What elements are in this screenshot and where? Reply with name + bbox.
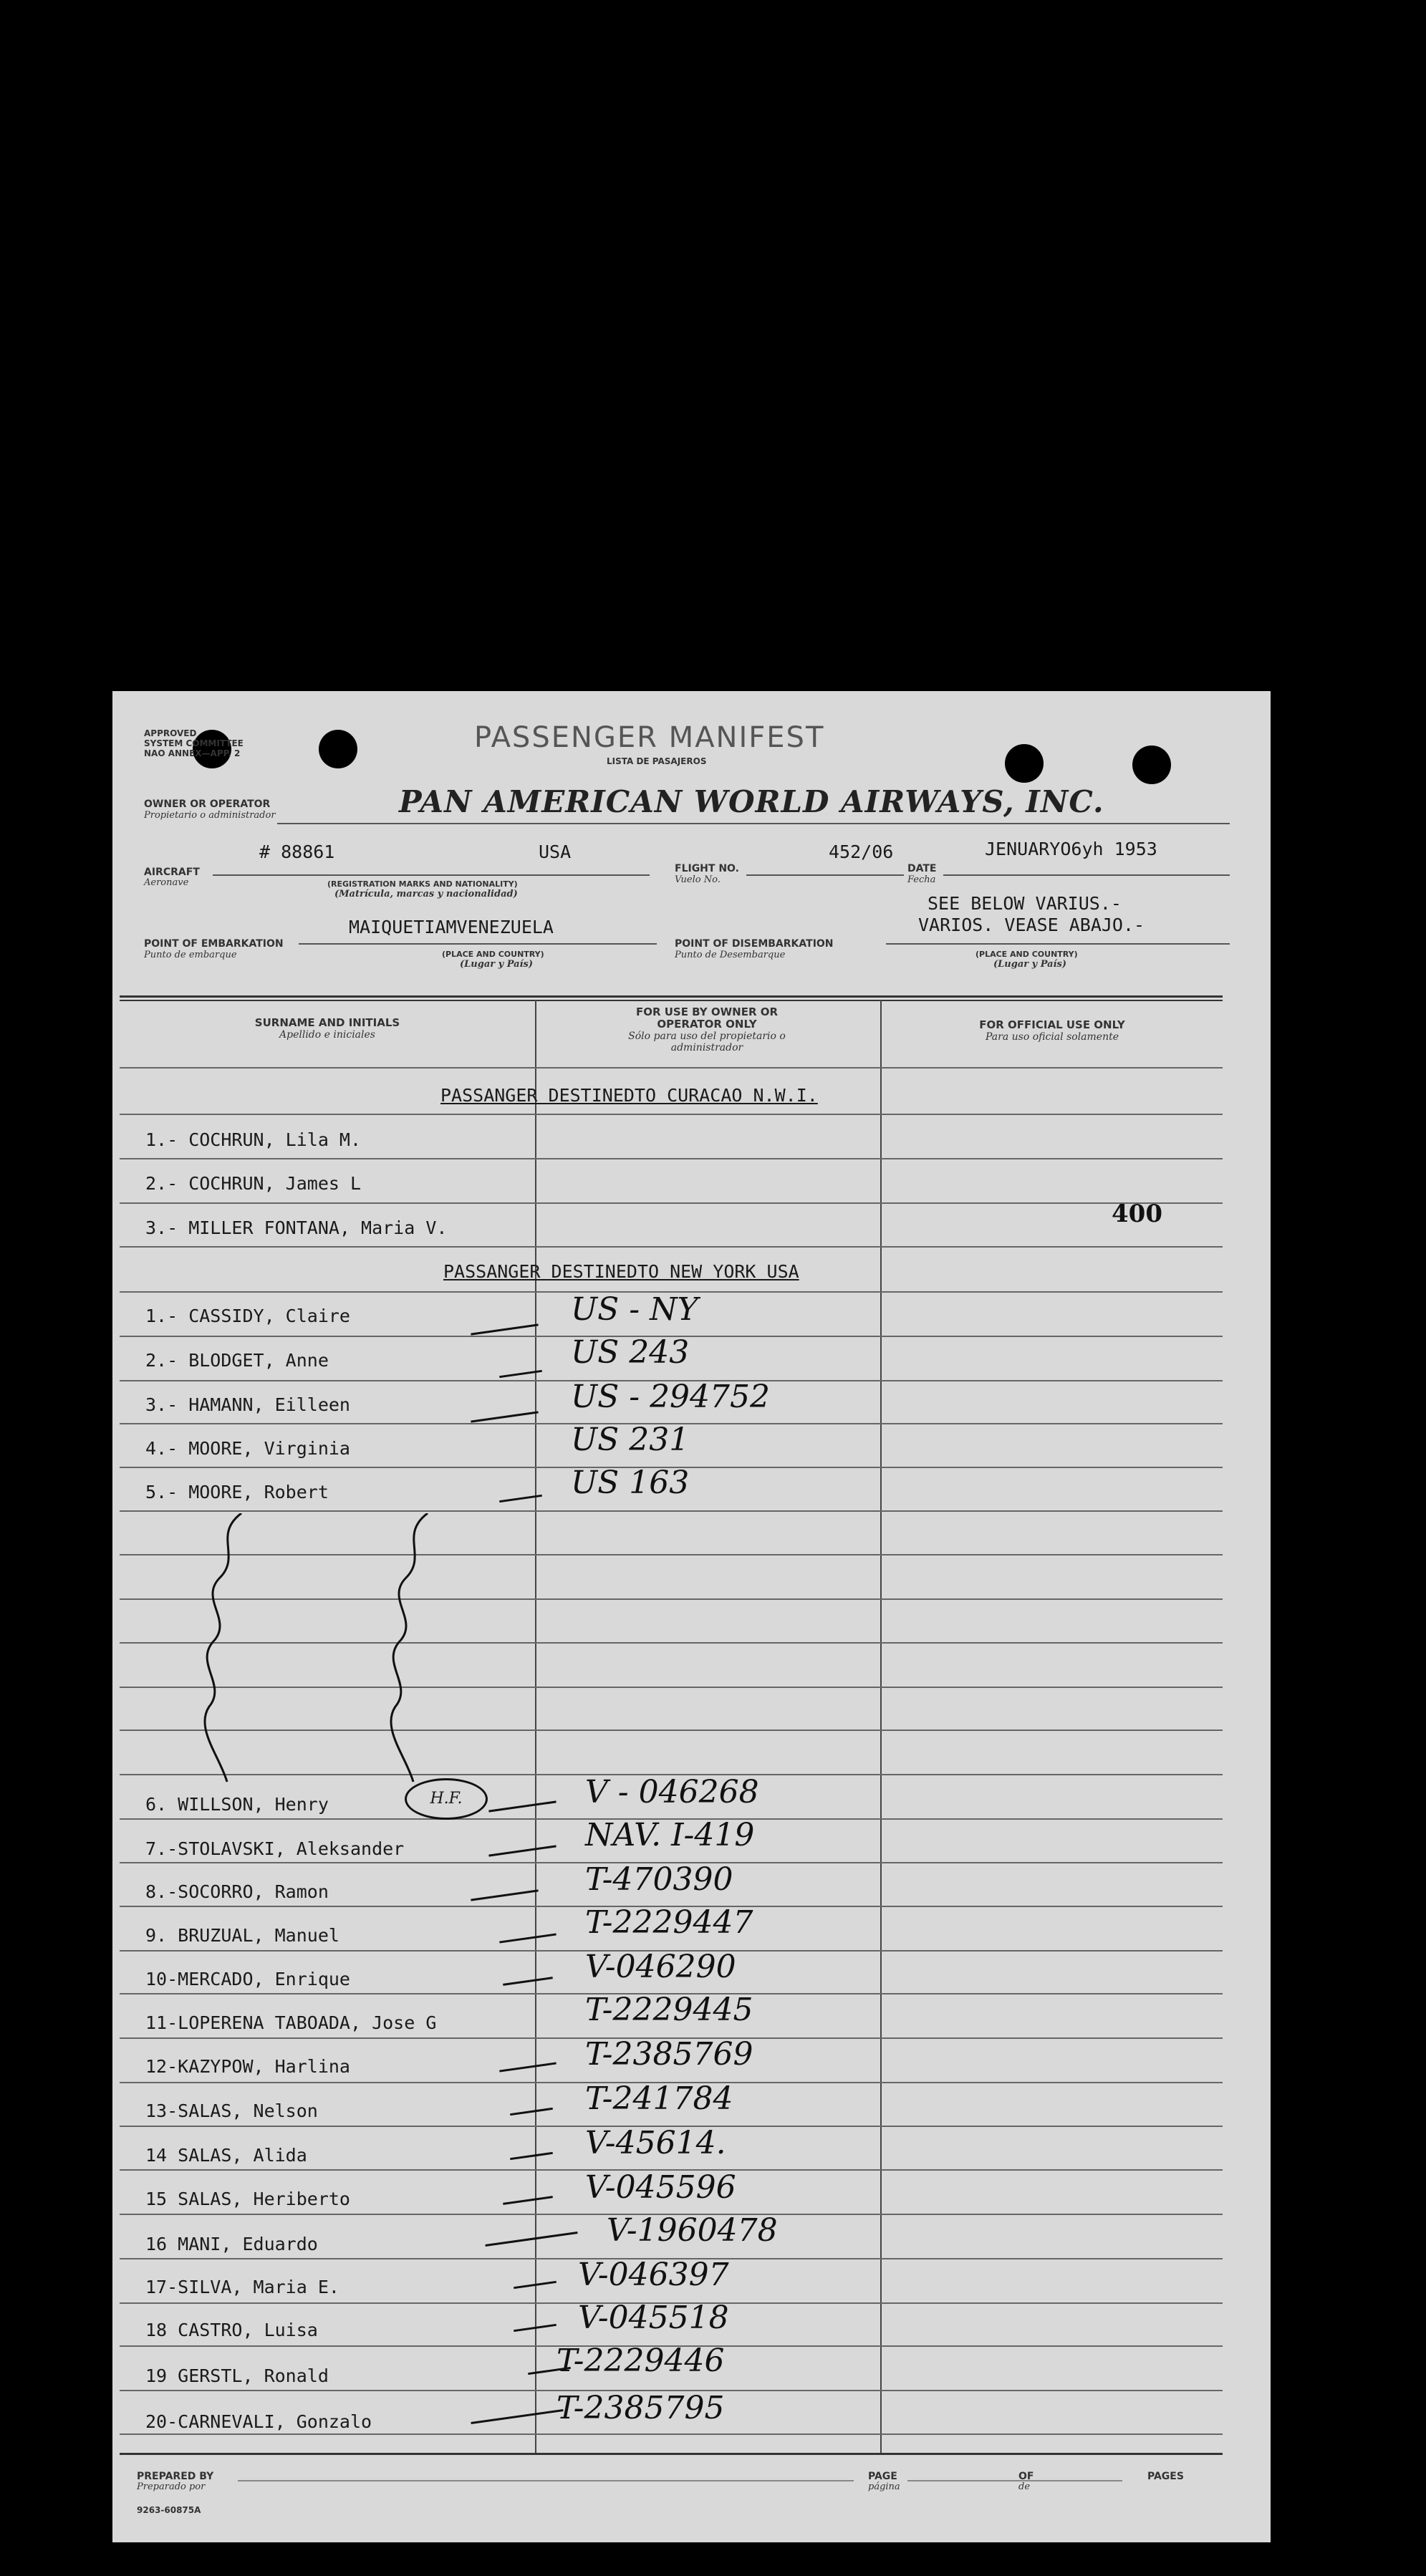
passenger-name: 5.- MOORE, Robert [145,1482,329,1502]
disembark-line-1: SEE BELOW VARIUS.- [928,893,1122,914]
flight-underline [746,874,904,876]
prepared-by-label: PREPARED BY [137,2471,214,2482]
passenger-visa: V - 046268 [585,1774,759,1810]
column-header-surname-label: SURNAME AND INITIALS [254,1016,400,1029]
handwritten-dash [503,2196,553,2205]
passenger-visa: V-045596 [585,2169,736,2206]
handwritten-dash [471,2409,563,2424]
of-label-es: de [1018,2481,1031,2492]
passenger-name: 7.-STOLAVSKI, Aleksander [145,1838,405,1859]
ruling-line [120,1510,1223,1512]
aircraft-label: AIRCRAFT [144,867,200,878]
passenger-name: 9. BRUZUAL, Manuel [145,1925,339,1946]
column-header-official-use-label: FOR OFFICIAL USE ONLY [979,1018,1125,1031]
handwritten-dash [499,1933,557,1943]
column-header-owner-use [607,1006,807,1053]
disembark-place-note: (PLACE AND COUNTRY) [975,950,1078,959]
handwritten-dash [503,1977,553,1986]
page-label: PAGE [868,2471,897,2482]
passenger-name: 14 SALAS, Alida [145,2145,307,2166]
cut-mark-left [198,1513,256,1785]
flight-label-es: Vuelo No. [675,874,721,885]
page-line [907,2480,1122,2481]
passenger-visa: T-2385795 [557,2390,725,2426]
flight-number: 452/06 [829,841,894,862]
embark-place-note: (PLACE AND COUNTRY) [442,950,544,959]
passenger-visa: T-470390 [585,1861,733,1898]
column-divider-1 [535,1000,536,2454]
page-label-es: página [868,2481,900,2492]
passenger-visa: T-2229445 [585,1992,753,2028]
disembark-underline [886,943,1230,945]
passenger-name: 1.- CASSIDY, Claire [145,1306,350,1326]
disembark-line-2: VARIOS. VEASE ABAJO.- [918,915,1145,935]
passenger-visa: US - 294752 [571,1379,771,1415]
handwritten-dash [510,2108,553,2116]
ruling-line [120,1598,1223,1600]
passenger-note: H.F. [405,1778,488,1820]
passenger-name: 3.- HAMANN, Eilleen [145,1394,350,1415]
passenger-visa: NAV. I-419 [585,1817,755,1853]
ruling-line [120,1114,1223,1115]
ruling-line [120,1158,1223,1159]
handwritten-dash [499,2062,557,2072]
flight-label: FLIGHT NO. [675,863,739,874]
passenger-name: 3.- MILLER FONTANA, Maria V. [145,1217,448,1238]
prepared-by-line [238,2480,854,2481]
column-header-official-use-es: Para uso oficial solamente [986,1031,1119,1043]
passenger-name: 2.- COCHRUN, James L [145,1173,362,1194]
owner-underline [277,823,1230,824]
passenger-visa: US 243 [571,1334,690,1371]
ruling-line [120,2433,1223,2435]
handwritten-dash [510,2152,553,2160]
date-underline [943,874,1230,876]
passenger-name: 20-CARNEVALI, Gonzalo [145,2411,372,2432]
passenger-name: 16 MANI, Eduardo [145,2234,318,2254]
aircraft-underline [213,874,650,876]
ruling-line [120,1687,1223,1688]
header-bottom-border [120,1067,1223,1068]
registration-note-es: (Matrícula, marcas y nacionalidad) [334,889,518,899]
column-header-owner-use-label: FOR USE BY OWNER OR OPERATOR ONLY [635,1005,779,1031]
approved-block [144,728,244,758]
passenger-visa: V-045518 [578,2300,729,2336]
pages-label: PAGES [1147,2471,1184,2482]
column-header-owner-use-es: Sólo para uso del propietario o administrador [628,1031,786,1053]
airline-name: PAN AMERICAN WORLD AIRWAYS, INC. [399,784,1104,819]
official-number: 400 [1112,1200,1162,1228]
cut-mark-right [385,1513,442,1785]
registration-note: (REGISTRATION MARKS AND NATIONALITY) [327,879,518,889]
punch-hole [319,730,357,768]
disembark-label-es: Punto de Desembarque [675,950,786,960]
passenger-visa: V-45614. [585,2125,726,2161]
passenger-visa: US - NY [571,1291,698,1328]
passenger-name: 13-SALAS, Nelson [145,2100,318,2121]
passenger-name: 10-MERCADO, Enrique [145,1969,350,1989]
ruling-line [120,1642,1223,1644]
column-header-official-use [880,1019,1224,1043]
page-title: PASSENGER MANIFEST [474,721,825,754]
form-number: 9263-60875A [137,2505,201,2515]
handwritten-dash [485,2232,577,2247]
embark-label-es: Punto de embarque [144,950,237,960]
manifest-sheet [112,691,1271,2542]
passenger-name: 11-LOPERENA TABOADA, Jose G [145,2012,437,2033]
passenger-name: 15 SALAS, Heriberto [145,2189,350,2209]
embark-underline [299,943,657,945]
ruling-line [120,1202,1223,1204]
ruling-line [120,1730,1223,1731]
table-top-border [120,995,1223,998]
punch-hole [1132,746,1171,784]
handwritten-dash [471,1889,538,1901]
passenger-name: 12-KAZYPOW, Harlina [145,2056,350,2077]
ruling-line [120,1246,1223,1248]
passenger-name: 1.- COCHRUN, Lila M. [145,1129,362,1150]
ruling-line [120,1554,1223,1555]
embark-value: MAIQUETIAMVENEZUELA [349,917,554,937]
handwritten-dash [488,1800,556,1812]
passenger-name: 8.-SOCORRO, Ramon [145,1881,329,1902]
disembark-label: POINT OF DISEMBARKATION [675,938,834,950]
aircraft-label-es: Aeronave [144,877,189,888]
passenger-name: 4.- MOORE, Virginia [145,1438,350,1459]
passenger-visa: V-1960478 [607,2212,778,2249]
page-title-es: LISTA DE PASAJEROS [607,756,707,766]
embark-label: POINT OF EMBARKATION [144,938,284,950]
approved-line: APPROVED [144,728,197,738]
column-divider-2 [880,1000,882,2454]
passenger-name: 17-SILVA, Maria E. [145,2277,339,2297]
section-heading-curacao: PASSANGER DESTINEDTO CURACAO N.W.I. [440,1085,818,1106]
punch-hole [1005,744,1044,783]
passenger-visa: V-046397 [578,2257,729,2293]
passenger-visa: T-2229447 [585,1904,753,1941]
passenger-name: 18 CASTRO, Luisa [145,2320,318,2340]
handwritten-dash [471,1323,538,1335]
approved-line: SYSTEM COMMITTEE [144,738,244,748]
passenger-visa: V-046290 [585,1949,736,1985]
aircraft-nationality: USA [539,841,572,862]
owner-label-es: Propietario o administrador [144,810,276,821]
disembark-place-note-es: (Lugar y País) [993,959,1066,970]
passenger-visa: US 163 [571,1465,690,1501]
passenger-visa: T-2229446 [557,2343,725,2379]
of-label: OF [1018,2471,1034,2482]
flight-date: JENUARYO6yh 1953 [985,839,1157,859]
handwritten-dash [488,1845,556,1856]
column-header-surname-es: Apellido e iniciales [279,1029,375,1041]
section-heading-new-york: PASSANGER DESTINEDTO NEW YORK USA [443,1261,799,1282]
owner-label: OWNER OR OPERATOR [144,799,271,810]
aircraft-number: # 88861 [259,841,335,862]
passenger-visa: T-2385769 [585,2036,753,2073]
column-header-surname [120,1017,535,1041]
approved-line: NAO ANNEX—APP. 2 [144,748,241,758]
passenger-name: 6. WILLSON, Henry [145,1794,329,1815]
passenger-visa: US 231 [571,1422,690,1458]
handwritten-dash [471,1411,538,1422]
passenger-visa: T-241784 [585,2080,733,2117]
embark-place-note-es: (Lugar y País) [460,959,533,970]
date-label: DATE [907,863,937,874]
prepared-by-label-es: Preparado por [137,2481,206,2492]
passenger-name: 2.- BLODGET, Anne [145,1350,329,1371]
table-bottom-border [120,2453,1223,2455]
table-top-border-2 [120,1000,1223,1001]
date-label-es: Fecha [907,874,936,885]
passenger-name: 19 GERSTL, Ronald [145,2365,329,2386]
